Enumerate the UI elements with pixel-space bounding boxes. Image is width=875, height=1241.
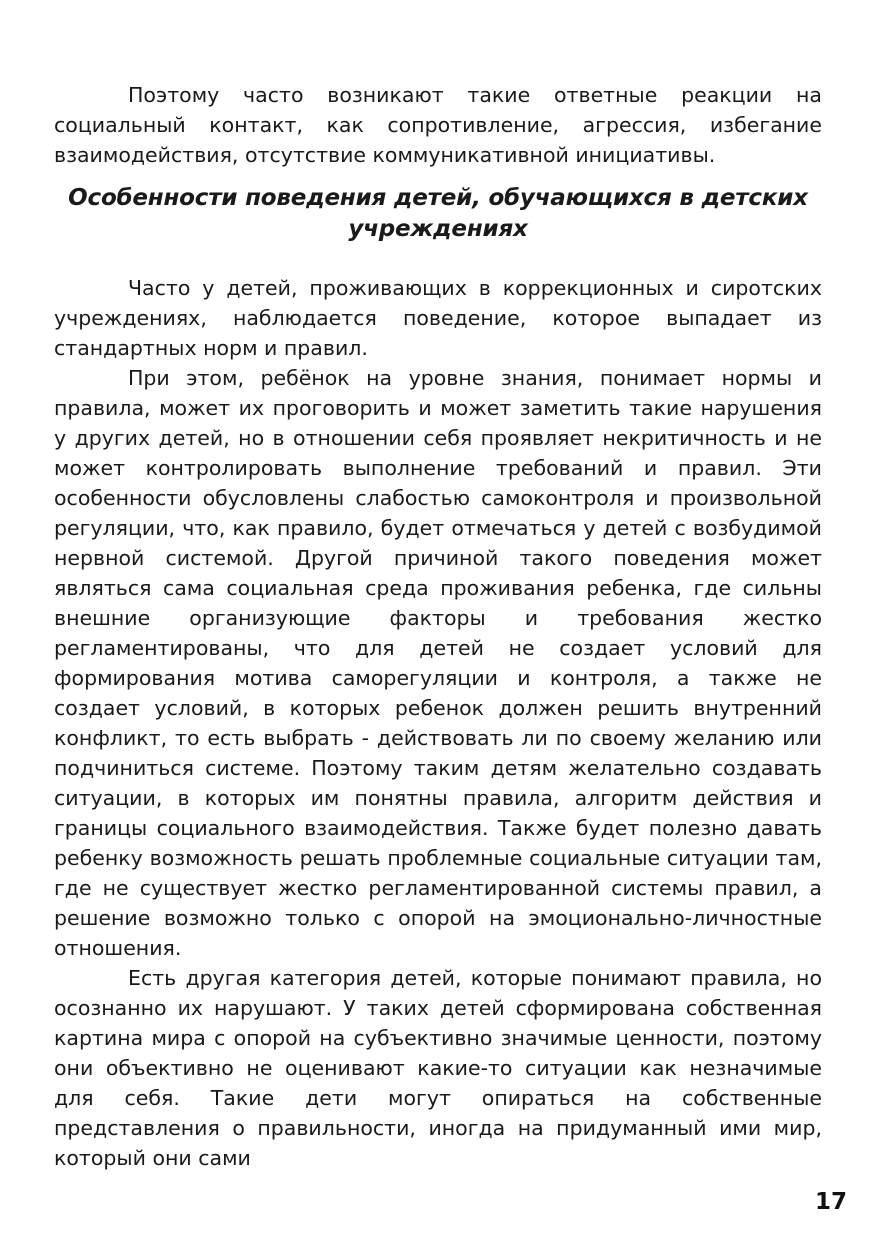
paragraph: Есть другая категория детей, которые понимают правила, но осознанно их нарушают. У таких детей сформирована собственная картина мира с опорой на субъективно значимые ценности, поэтому они объективно не оценивают какие-то ситуации как незначимые для себя. Такие дети могут опираться на собственные представления о правильности, иногда на придуманный ими мир, который они сами bbox=[54, 966, 822, 1170]
page-number: 17 bbox=[814, 1189, 847, 1215]
paragraph: Поэтому часто возникают такие ответные реакции на социальный контакт, как сопротивление, агрессия, избегание взаимодействия, отсутствие коммуникативной инициативы. bbox=[54, 83, 822, 167]
paragraph: Часто у детей, проживающих в коррекционных и сиротских учреждениях, наблюдается поведение, которое выпадает из стандартных норм и правил. bbox=[54, 276, 822, 360]
section-heading: Особенности поведения детей, обучающихся в детских учреждениях bbox=[68, 185, 808, 242]
paragraph: При этом, ребёнок на уровне знания, понимает нормы и правила, может их проговорить и может заметить такие нарушения у других детей, но в отношении себя проявляет некритичность и не может контролировать выполнение требований и правил. Эти особенности обусловлены слабостью самоконтроля и произвольной регуляции, что, как правило, будет отмечаться у детей с возбудимой нервной системой. Другой причиной такого поведения может являться сама социальная среда проживания ребенка, где сильны внешние организующие факторы и требования жестко регламентированы, что для детей не создает условий для формирования мотива саморегуляции и контроля, а также не создает условий, в которых ребенок должен решить внутренний конфликт, то есть выбрать - действовать ли по своему желанию или подчиниться системе. Поэтому таким детям желательно создавать ситуации, в которых им понятны правила, алгоритм действия и границы социального взаимодействия. Также будет полезно давать ребенку возможность решать проблемные социальные ситуации там, где не существует жестко регламентированной системы правил, а решение возможно только с опорой на эмоционально-личностные отношения. bbox=[54, 366, 822, 960]
page-body bbox=[54, 80, 822, 1173]
